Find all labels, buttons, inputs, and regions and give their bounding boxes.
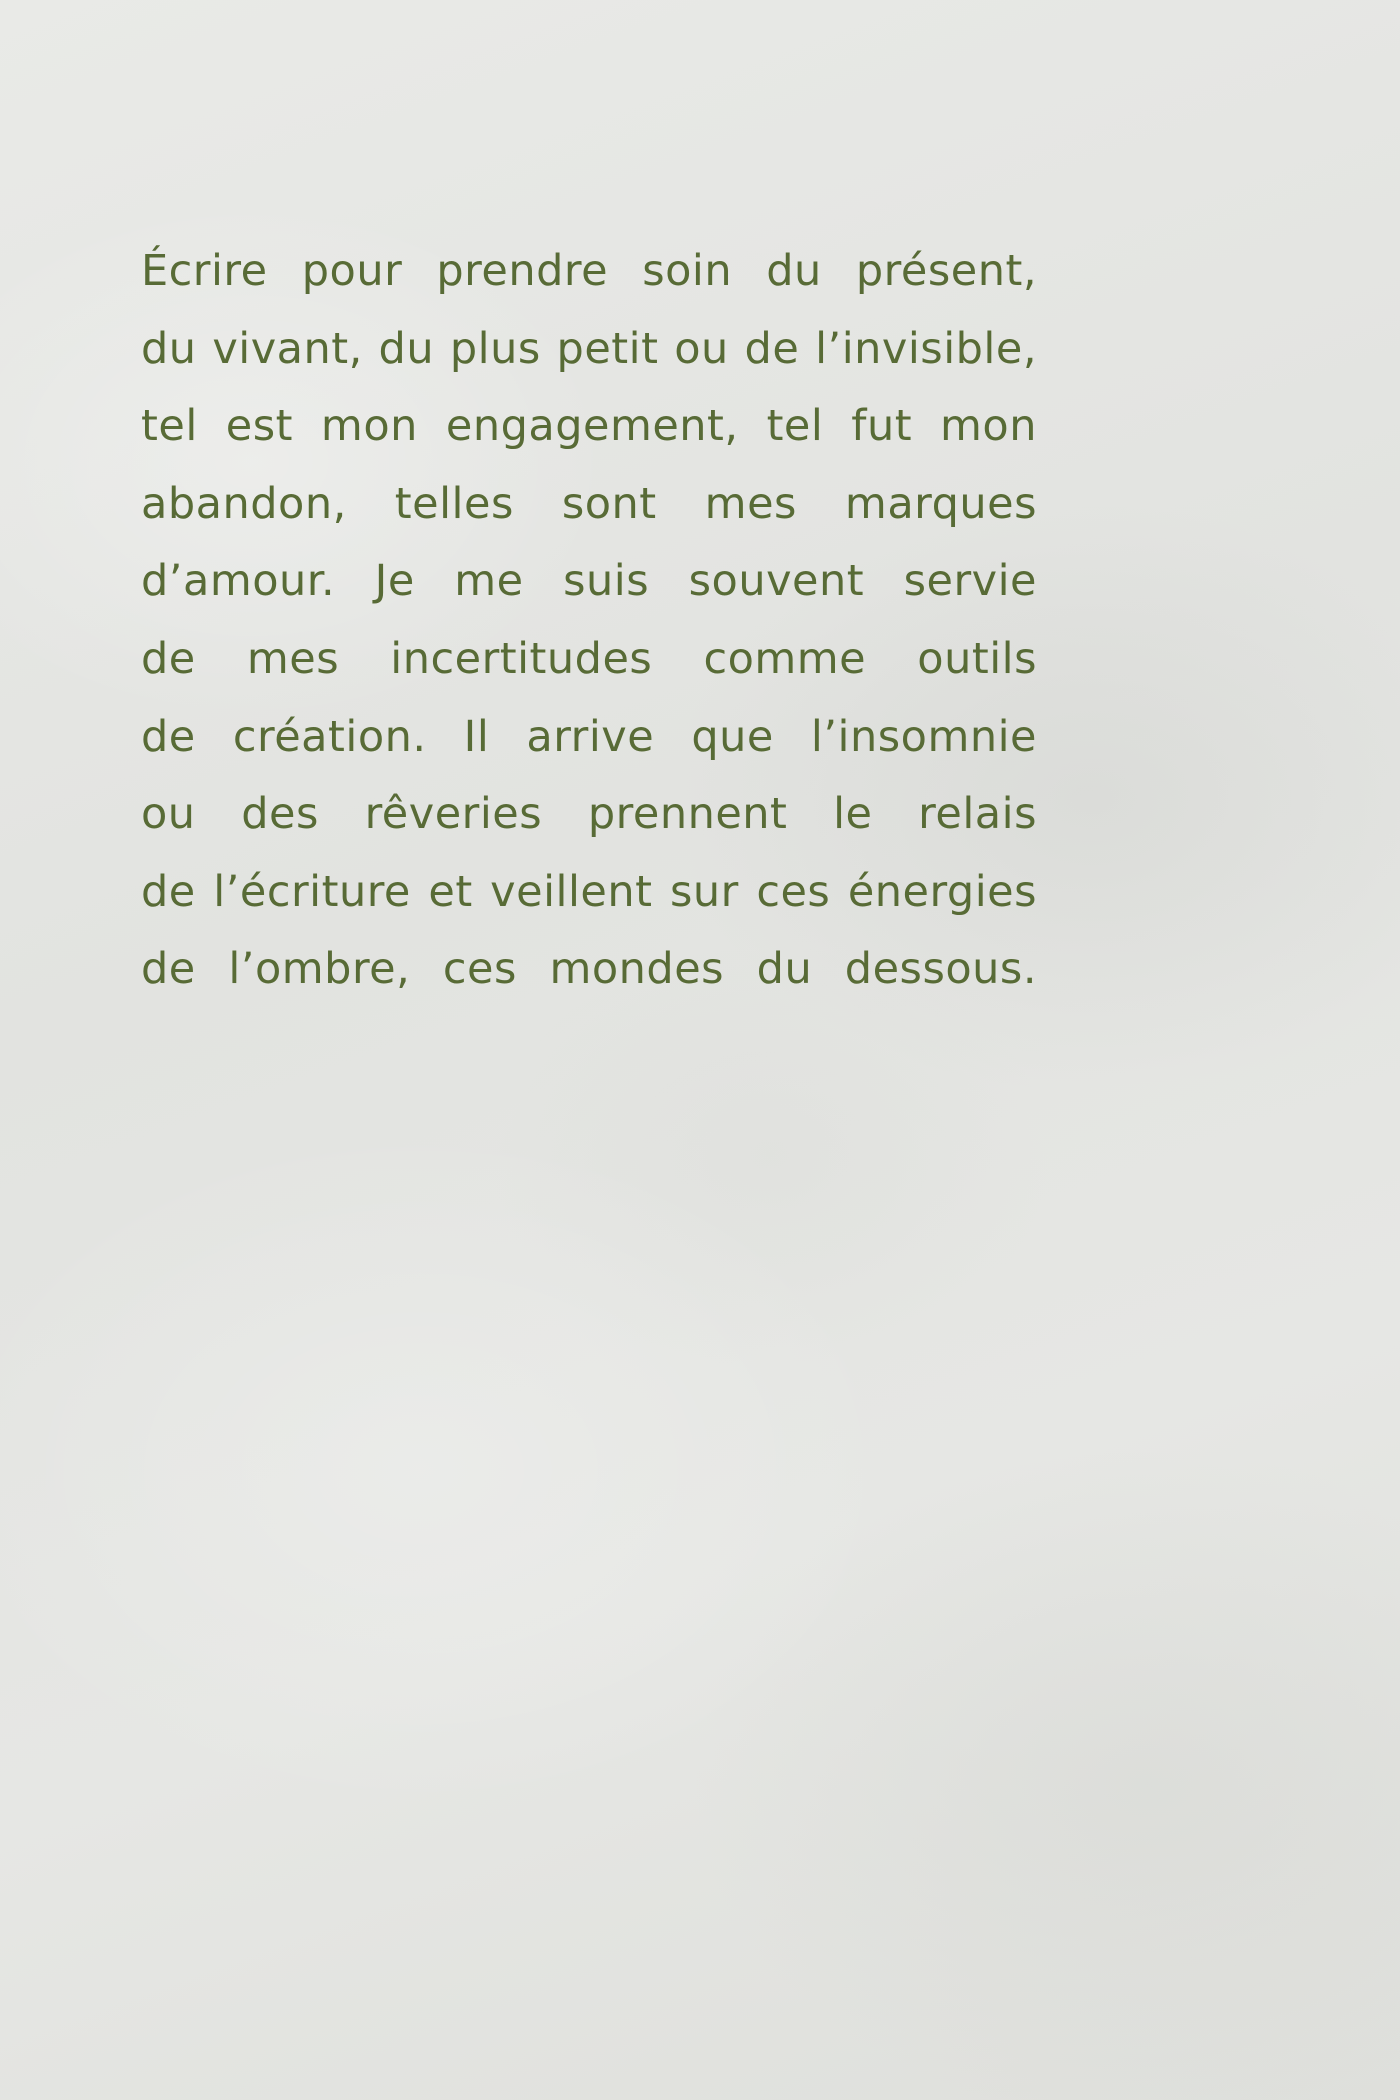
paragraph-line: tel est mon engagement, tel fut mon	[141, 401, 1037, 452]
paragraph-line: du vivant, du plus petit ou de l’invisible,	[141, 323, 1037, 374]
body-paragraph	[141, 236, 1037, 1012]
paragraph-line: de mes incertitudes comme outils	[141, 633, 1037, 684]
paragraph-line: ou des rêveries prennent le relais	[141, 789, 1037, 840]
paragraph-line: d’amour. Je me suis souvent servie	[141, 556, 1037, 607]
paragraph-line: abandon, telles sont mes marques	[141, 478, 1037, 529]
paragraph-line: Écrire pour prendre soin du présent,	[141, 246, 1037, 296]
paragraph-line: de l’écriture et veillent sur ces énergies	[141, 866, 1037, 917]
paragraph-line: de l’ombre, ces mondes du dessous.	[141, 944, 1037, 995]
paragraph-line: de création. Il arrive que l’insomnie	[141, 711, 1037, 762]
